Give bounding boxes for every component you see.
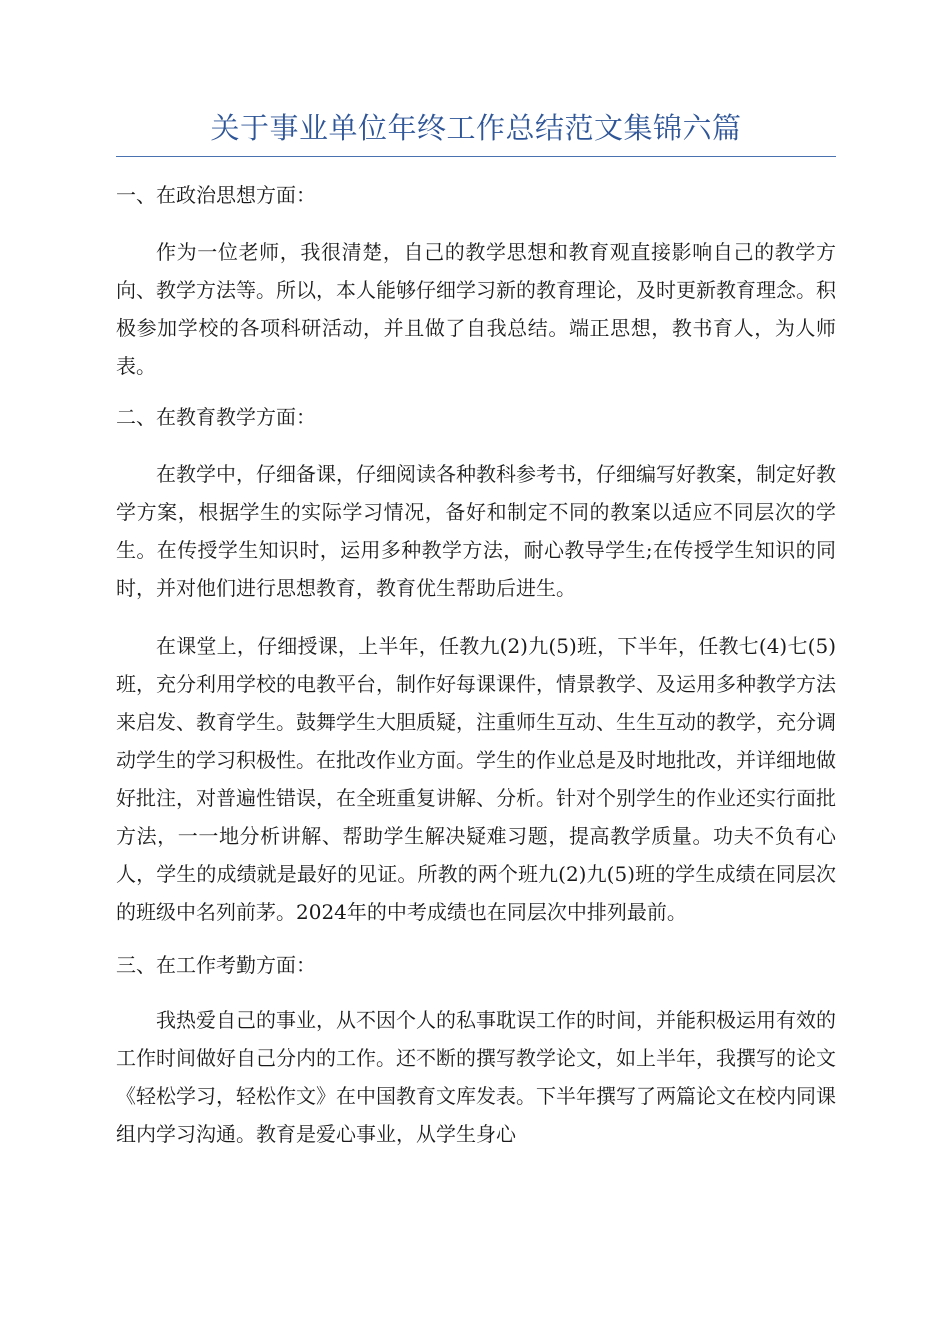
paragraph-political: 作为一位老师，我很清楚，自己的教学思想和教育观直接影响自己的教学方向、教学方法等。所以，本人能够仔细学习新的教育理论，及时更新教育理念。积极参加学校的各项科研活动，并且做了自我总结。端正思想，教书育人，为人师表。 bbox=[116, 240, 836, 378]
paragraph-attendance: 我热爱自己的事业，从不因个人的私事耽误工作的时间，并能积极运用有效的工作时间做好自己分内的工作。还不断的撰写教学论文，如上半年，我撰写的论文《轻松学习，轻松作文》在中国教育文库发表。下半年撰写了两篇论文在校内同课组内学习沟通。教育是爱心事业，从学生身心 bbox=[116, 1008, 836, 1146]
section-heading-teaching: 二、在教育教学方面： bbox=[116, 405, 316, 429]
paragraph-teaching-classroom: 在课堂上，仔细授课，上半年，任教九(2)九(5)班，下半年，任教七(4)七(5)班，充分利用学校的电教平台，制作好每课课件，情景教学、及运用多种教学方法来启发、教育学生。鼓舞学生大胆质疑，注重师生互动、生生互动的教学，充分调动学生的学习积极性。在批改作业方面。学生的作业总是及时地批改，并详细地做好批注，对普遍性错误，在全班重复讲解、分析。针对个别学生的作业还实行面批方法，一一地分析讲解、帮助学生解决疑难习题，提高教学质量。功夫不负有心人，学生的成绩就是最好的见证。所教的两个班九(2)九(5)班的学生成绩在同层次的班级中名列前茅。2024年的中考成绩也在同层次中排列最前。 bbox=[116, 634, 836, 924]
section-heading-attendance: 三、在工作考勤方面： bbox=[116, 953, 316, 977]
document-page bbox=[116, 0, 836, 1153]
paragraph-teaching-preparation: 在教学中，仔细备课，仔细阅读各种教科参考书，仔细编写好教案，制定好教学方案，根据学生的实际学习情况，备好和制定不同的教案以适应不同层次的学生。在传授学生知识时，运用多种教学方法，耐心教导学生;在传授学生知识的同时，并对他们进行思想教育，教育优生帮助后进生。 bbox=[116, 462, 836, 600]
document-title: 关于事业单位年终工作总结范文集锦六篇 bbox=[210, 111, 742, 145]
section-heading-political: 一、在政治思想方面： bbox=[116, 183, 316, 207]
title-underline bbox=[116, 156, 836, 157]
